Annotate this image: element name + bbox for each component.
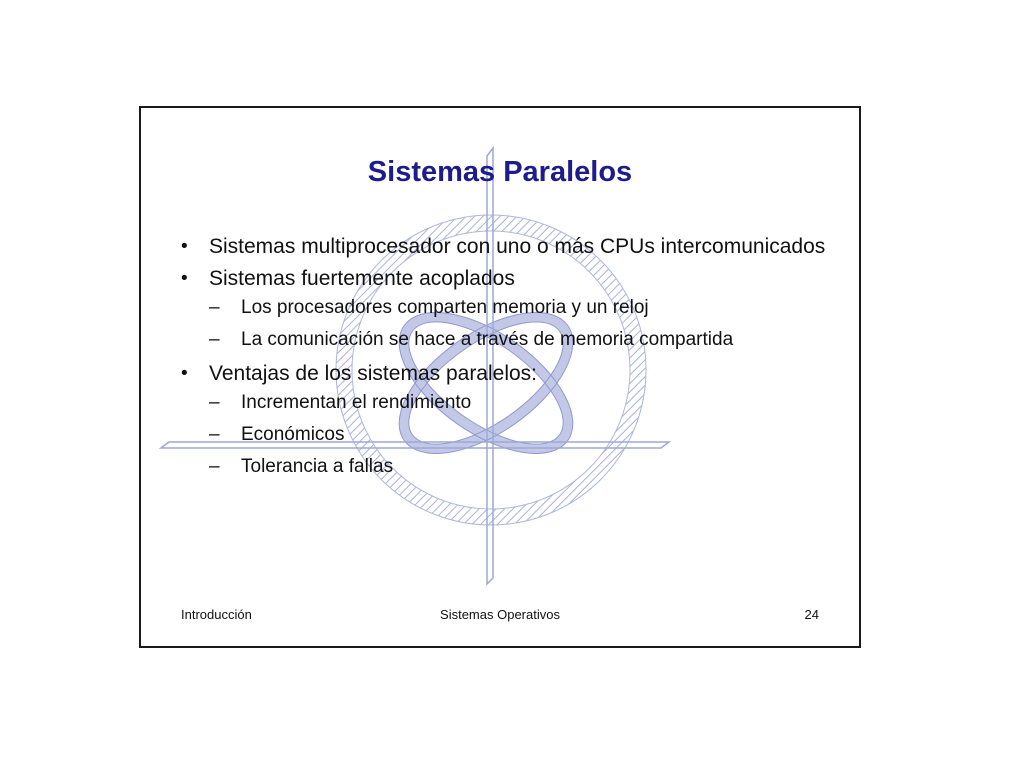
sub-bullet-text: Los procesadores comparten memoria y un reloj bbox=[241, 297, 649, 318]
slide-number: 24 bbox=[804, 607, 819, 622]
sub-bullet-symbol: – bbox=[209, 392, 220, 413]
footer-course-name: Sistemas Operativos bbox=[440, 607, 560, 622]
sub-bullet-text: Tolerancia a fallas bbox=[241, 456, 394, 477]
sub-bullet-symbol: – bbox=[209, 329, 220, 350]
sub-bullet-symbol: – bbox=[209, 297, 220, 318]
bullet-item bbox=[181, 266, 841, 351]
sub-bullet-text: La comunicación se hace a través de memoria compartida bbox=[241, 329, 734, 350]
sub-bullet-text: Económicos bbox=[241, 424, 345, 445]
sub-bullet-item bbox=[209, 329, 841, 351]
bullet-symbol: • bbox=[181, 236, 188, 257]
sub-bullet-list bbox=[209, 297, 841, 351]
bullet-text: Sistemas multiprocesador con uno o más CPUs intercomunicados bbox=[209, 235, 826, 258]
sub-bullet-item bbox=[209, 424, 841, 446]
bullet-text: Sistemas fuertemente acoplados bbox=[209, 267, 515, 290]
slide bbox=[139, 106, 861, 648]
bullet-text: Ventajas de los sistemas paralelos: bbox=[209, 362, 538, 385]
sub-bullet-symbol: – bbox=[209, 456, 220, 477]
sub-bullet-item bbox=[209, 297, 841, 319]
bullet-symbol: • bbox=[181, 363, 188, 384]
bullet-list bbox=[181, 234, 841, 488]
sub-bullet-text: Incrementan el rendimiento bbox=[241, 392, 472, 413]
bullet-item bbox=[181, 234, 841, 259]
sub-bullet-list bbox=[209, 392, 841, 478]
sub-bullet-symbol: – bbox=[209, 424, 220, 445]
slide-title: Sistemas Paralelos bbox=[367, 156, 633, 188]
sub-bullet-item bbox=[209, 456, 841, 478]
footer-section-name: Introducción bbox=[181, 607, 252, 622]
bullet-symbol: • bbox=[181, 268, 188, 289]
bullet-item bbox=[181, 361, 841, 478]
sub-bullet-item bbox=[209, 392, 841, 414]
